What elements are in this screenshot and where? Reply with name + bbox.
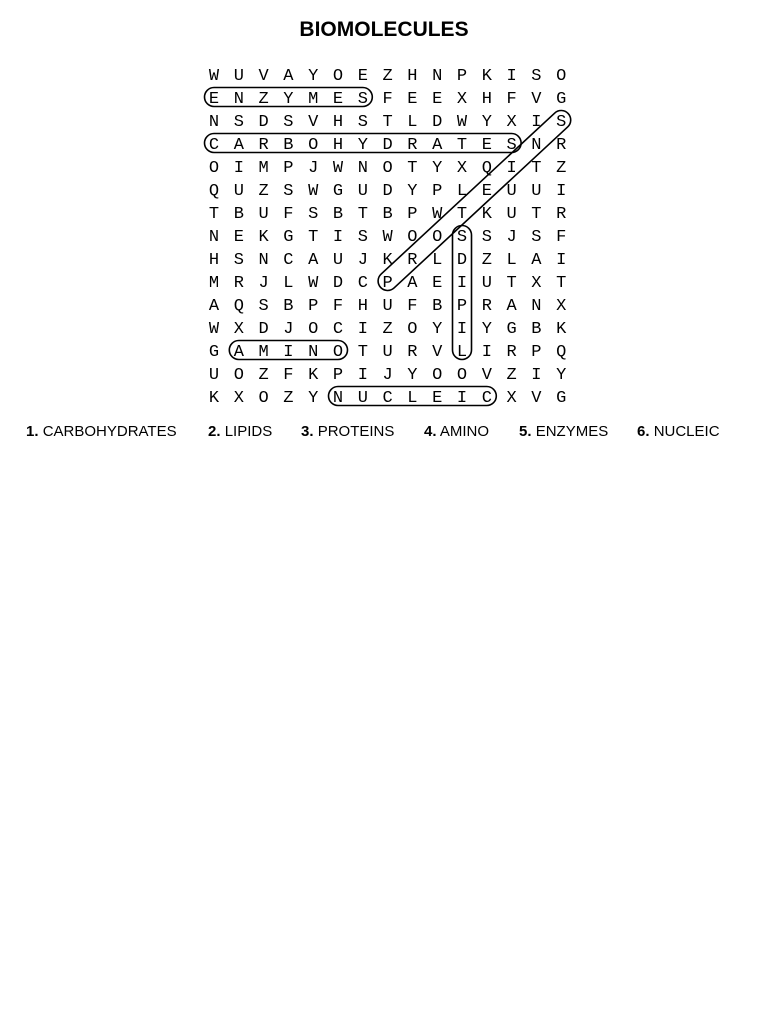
grid-letter: B xyxy=(332,205,344,224)
grid-letter: D xyxy=(432,113,443,132)
grid-letter: V xyxy=(531,389,542,408)
grid-letter: L xyxy=(456,343,468,362)
grid-letter: F xyxy=(407,297,418,316)
grid-letter: R xyxy=(258,136,269,155)
grid-letter: O xyxy=(233,366,244,385)
grid-letter: C xyxy=(332,320,344,339)
grid-letter: R xyxy=(407,343,418,362)
grid-letter: R xyxy=(407,136,418,155)
grid-letter: I xyxy=(506,159,517,178)
word-label: PROTEINS xyxy=(317,423,395,440)
grid-letter: X xyxy=(233,389,244,408)
grid-letter: T xyxy=(308,228,319,247)
grid-letter: M xyxy=(258,343,269,362)
word-list-item xyxy=(637,423,720,440)
grid-letter: N xyxy=(531,297,542,316)
grid-letter: M xyxy=(308,90,319,109)
grid-letter: E xyxy=(407,90,418,109)
grid-letter: O xyxy=(258,389,269,408)
grid-letter: Z xyxy=(258,366,269,385)
grid-letter: S xyxy=(531,228,542,247)
grid-letter: A xyxy=(407,274,418,293)
grid-letter: U xyxy=(506,205,517,224)
grid-letter: O xyxy=(432,366,443,385)
grid-letter: J xyxy=(506,228,517,247)
grid-letter: I xyxy=(332,228,344,247)
word-list-item xyxy=(424,423,489,440)
grid-letter: O xyxy=(308,320,319,339)
grid-letter: N xyxy=(208,228,220,247)
grid-letter: H xyxy=(332,113,344,132)
grid-letter: Q xyxy=(481,159,492,178)
grid-letter: O xyxy=(208,159,220,178)
grid-letter: A xyxy=(432,136,443,155)
grid-letter: B xyxy=(283,136,294,155)
grid-letter: R xyxy=(556,136,567,155)
grid-letter: A xyxy=(208,297,220,316)
word-number: 3. xyxy=(301,423,314,440)
grid-letter: Y xyxy=(308,389,319,408)
grid-letter: P xyxy=(432,182,443,201)
grid-letter: S xyxy=(556,113,567,132)
grid-letter: I xyxy=(456,274,468,293)
word-number: 2. xyxy=(208,423,221,440)
grid-letter: Z xyxy=(258,90,269,109)
grid-letter: U xyxy=(382,343,393,362)
grid-letter: W xyxy=(208,320,220,339)
grid-letter: E xyxy=(432,274,443,293)
grid-letter: N xyxy=(332,389,344,408)
grid-letter: W xyxy=(308,274,319,293)
grid-letter: N xyxy=(233,90,244,109)
grid-letter: I xyxy=(233,159,244,178)
grid-letter: U xyxy=(506,182,517,201)
grid-letter: E xyxy=(357,67,368,86)
grid-letter: X xyxy=(506,389,517,408)
grid-letter: J xyxy=(283,320,294,339)
grid-letter: S xyxy=(357,90,368,109)
grid-letter: W xyxy=(332,159,344,178)
grid-letter: E xyxy=(332,90,344,109)
grid-letter: R xyxy=(556,205,567,224)
grid-letter: I xyxy=(556,182,567,201)
grid-letter: Q xyxy=(233,297,244,316)
grid-letter: A xyxy=(283,67,294,86)
grid-letter: U xyxy=(208,366,220,385)
grid-letter: N xyxy=(308,343,319,362)
grid-letter: W xyxy=(308,182,319,201)
grid-letter: N xyxy=(432,67,443,86)
grid-letter: O xyxy=(382,159,393,178)
grid-letter: N xyxy=(357,159,368,178)
grid-letter: K xyxy=(556,320,567,339)
grid-letter: K xyxy=(382,251,393,270)
grid-letter: R xyxy=(233,274,244,293)
grid-letter: P xyxy=(456,297,468,316)
grid-letter: O xyxy=(308,136,319,155)
grid-letter: Z xyxy=(283,389,294,408)
grid-letter: U xyxy=(332,251,344,270)
grid-letter: T xyxy=(531,205,542,224)
grid-canvas xyxy=(0,0,768,420)
grid-letter: S xyxy=(531,67,542,86)
grid-letter: O xyxy=(332,343,344,362)
grid-letter: S xyxy=(258,297,269,316)
word-label: LIPIDS xyxy=(224,423,273,440)
grid-letter: I xyxy=(556,251,567,270)
grid-letter: N xyxy=(531,136,542,155)
grid-letter: C xyxy=(208,136,220,155)
puzzle-title: BIOMOLECULES xyxy=(299,18,469,41)
grid-letter: I xyxy=(357,366,368,385)
grid-letter: E xyxy=(233,228,244,247)
grid-letter: Z xyxy=(481,251,492,270)
grid-letter: C xyxy=(382,389,393,408)
grid-letter: F xyxy=(382,90,393,109)
grid-letter: S xyxy=(233,251,244,270)
grid-letter: K xyxy=(258,228,269,247)
grid-letter: X xyxy=(456,159,468,178)
grid-letter: E xyxy=(481,136,492,155)
grid-letter: F xyxy=(283,366,294,385)
grid-letter: T xyxy=(506,274,517,293)
grid-letter: W xyxy=(208,67,220,86)
grid-letter: K xyxy=(308,366,319,385)
grid-letter: O xyxy=(407,320,418,339)
grid-letter: O xyxy=(332,67,344,86)
grid-letter: K xyxy=(481,205,492,224)
grid-letter: A xyxy=(308,251,319,270)
grid-letter: T xyxy=(382,113,393,132)
grid-letter: G xyxy=(556,90,567,109)
grid-letter: C xyxy=(283,251,294,270)
grid-letter: P xyxy=(382,274,393,293)
grid-letter: D xyxy=(258,320,269,339)
grid-letter: R xyxy=(407,251,418,270)
grid-letter: Q xyxy=(208,182,220,201)
grid-letter: T xyxy=(531,159,542,178)
grid-letter: T xyxy=(208,205,220,224)
grid-letter: Z xyxy=(382,320,393,339)
grid-letter: W xyxy=(382,228,393,247)
grid-letter: D xyxy=(456,251,468,270)
grid-letter: Y xyxy=(407,366,418,385)
grid-letter: C xyxy=(357,274,368,293)
grid-letter: T xyxy=(357,343,368,362)
grid-letter: Z xyxy=(382,67,393,86)
grid-letter: T xyxy=(407,159,418,178)
grid-letter: B xyxy=(233,205,244,224)
grid-letter: I xyxy=(283,343,294,362)
grid-letter: L xyxy=(407,113,418,132)
grid-letter: A xyxy=(233,136,244,155)
grid-letter: O xyxy=(407,228,418,247)
grid-letter: A xyxy=(531,251,542,270)
grid-letter: S xyxy=(283,182,294,201)
grid-letter: F xyxy=(283,205,294,224)
grid-letter: B xyxy=(531,320,542,339)
grid-letter: P xyxy=(332,366,344,385)
grid-letter: X xyxy=(506,113,517,132)
grid-letter: N xyxy=(208,113,220,132)
grid-letter: H xyxy=(357,297,368,316)
grid-letter: I xyxy=(481,343,492,362)
grid-letter: P xyxy=(407,205,418,224)
grid-letter: O xyxy=(456,366,468,385)
grid-letter: K xyxy=(481,67,492,86)
word-label: ENZYMES xyxy=(535,423,609,440)
grid-letter: A xyxy=(506,297,517,316)
grid-letter: E xyxy=(432,90,443,109)
grid-letter: J xyxy=(308,159,319,178)
grid-letter: B xyxy=(432,297,443,316)
grid-letter: T xyxy=(456,205,468,224)
grid-letter: G xyxy=(506,320,517,339)
grid-letter: Y xyxy=(432,159,443,178)
grid-letter: I xyxy=(456,320,468,339)
grid-letter: L xyxy=(432,251,443,270)
grid-letter: U xyxy=(357,182,368,201)
word-list-item xyxy=(301,423,394,440)
grid-letter: R xyxy=(481,297,492,316)
grid-letter: H xyxy=(208,251,220,270)
grid-letter: J xyxy=(382,366,393,385)
grid-letter: V xyxy=(531,90,542,109)
grid-letter: H xyxy=(481,90,492,109)
grid-letter: E xyxy=(208,90,220,109)
grid-letter: M xyxy=(208,274,220,293)
grid-letter: L xyxy=(506,251,517,270)
grid-letter: W xyxy=(432,205,443,224)
grid-letter: L xyxy=(407,389,418,408)
grid-letter: I xyxy=(456,389,468,408)
grid-letter: P xyxy=(456,67,468,86)
word-list-item xyxy=(519,423,608,440)
grid-letter: X xyxy=(531,274,542,293)
grid-letter: S xyxy=(283,113,294,132)
grid-letter: F xyxy=(556,228,567,247)
word-number: 1. xyxy=(26,423,39,440)
word-number: 6. xyxy=(637,423,650,440)
word-number: 4. xyxy=(424,423,437,440)
grid-letter: T xyxy=(456,136,468,155)
grid-letter: Y xyxy=(556,366,567,385)
grid-letter: S xyxy=(233,113,244,132)
grid-letter: T xyxy=(357,205,368,224)
grid-letter: S xyxy=(506,136,517,155)
grid-letter: U xyxy=(531,182,542,201)
grid-letter: F xyxy=(332,297,344,316)
grid-letter: K xyxy=(208,389,220,408)
grid-letter: M xyxy=(258,159,269,178)
word-label: AMINO xyxy=(439,423,490,440)
grid-letter: I xyxy=(357,320,368,339)
grid-letter: Y xyxy=(432,320,443,339)
grid-letter: U xyxy=(481,274,492,293)
word-label: CARBOHYDRATES xyxy=(42,423,177,440)
grid-letter: Y xyxy=(407,182,418,201)
grid-letter: U xyxy=(258,205,269,224)
grid-letter: H xyxy=(332,136,344,155)
word-number: 5. xyxy=(519,423,532,440)
grid-letter: J xyxy=(357,251,368,270)
grid-letter: F xyxy=(506,90,517,109)
grid-letter: P xyxy=(283,159,294,178)
grid-letter: S xyxy=(481,228,492,247)
grid-letter: Z xyxy=(258,182,269,201)
grid-letter: D xyxy=(332,274,344,293)
grid-letter: V xyxy=(258,67,269,86)
grid-letter: W xyxy=(456,113,468,132)
grid-letter: B xyxy=(382,205,393,224)
grid-letter: V xyxy=(481,366,492,385)
grid-letter: O xyxy=(432,228,443,247)
grid-letter: Q xyxy=(556,343,567,362)
grid-letter: I xyxy=(531,113,542,132)
grid-letter: Y xyxy=(357,136,368,155)
grid-letter: Z xyxy=(556,159,567,178)
grid-letter: Y xyxy=(481,320,492,339)
grid-letter: V xyxy=(308,113,319,132)
grid-letter: P xyxy=(308,297,319,316)
grid-letter: G xyxy=(556,389,567,408)
grid-letter: E xyxy=(432,389,443,408)
grid-letter: N xyxy=(258,251,269,270)
grid-letter: S xyxy=(308,205,319,224)
grid-letter: X xyxy=(233,320,244,339)
grid-letter: D xyxy=(382,136,393,155)
grid-letter: X xyxy=(456,90,468,109)
grid-letter: L xyxy=(456,182,468,201)
grid-letter: G xyxy=(332,182,344,201)
grid-letter: Y xyxy=(283,90,294,109)
grid-letter: S xyxy=(456,228,468,247)
grid-letter: R xyxy=(506,343,517,362)
word-search-grid xyxy=(0,0,768,420)
grid-letter: D xyxy=(382,182,393,201)
grid-letter: Y xyxy=(308,67,319,86)
grid-letter: O xyxy=(556,67,567,86)
word-list xyxy=(0,423,768,443)
grid-letter: H xyxy=(407,67,418,86)
word-list-item xyxy=(26,423,177,440)
grid-letter: G xyxy=(208,343,220,362)
grid-letter: U xyxy=(382,297,393,316)
grid-letter: I xyxy=(531,366,542,385)
grid-letter: T xyxy=(556,274,567,293)
grid-letter: Y xyxy=(481,113,492,132)
grid-letter: P xyxy=(531,343,542,362)
grid-letter: U xyxy=(357,389,368,408)
grid-letter: J xyxy=(258,274,269,293)
grid-letter: D xyxy=(258,113,269,132)
grid-letter: X xyxy=(556,297,567,316)
grid-letter: Z xyxy=(506,366,517,385)
grid-letter: L xyxy=(283,274,294,293)
grid-letter: C xyxy=(481,389,492,408)
grid-letter: V xyxy=(432,343,443,362)
word-list-item xyxy=(208,423,272,440)
grid-letter: S xyxy=(357,113,368,132)
grid-letter: I xyxy=(506,67,517,86)
grid-letter: U xyxy=(233,182,244,201)
word-label: NUCLEIC xyxy=(653,423,720,440)
grid-letter: U xyxy=(233,67,244,86)
grid-letter: S xyxy=(357,228,368,247)
grid-letter: G xyxy=(283,228,294,247)
grid-letter: B xyxy=(283,297,294,316)
grid-letter: A xyxy=(233,343,244,362)
grid-letter: E xyxy=(481,182,492,201)
